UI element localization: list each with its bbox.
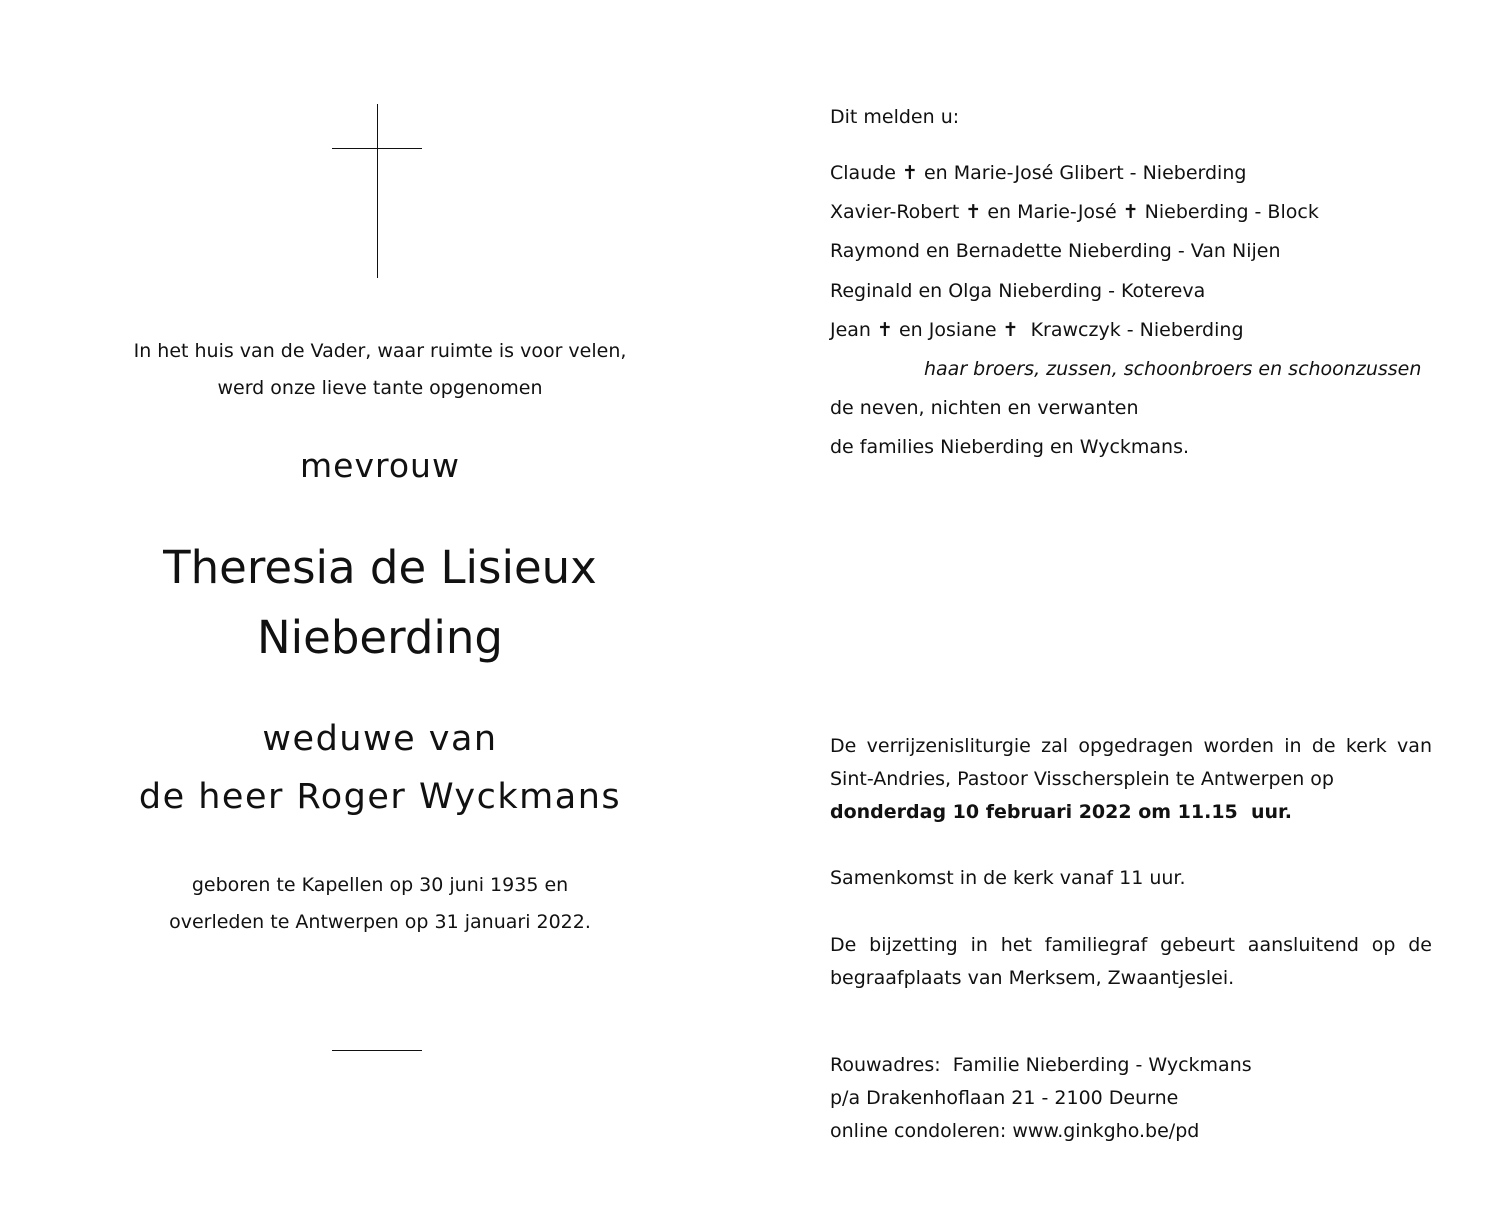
family-relation: haar broers, zussen, schoonbroers en schoonzussen (924, 358, 1422, 381)
intro-line-1: In het huis van de Vader, waar ruimte is voor velen, (133, 340, 627, 362)
family-row (830, 272, 1432, 311)
family-row (830, 154, 1432, 193)
family-name-part: Jean (830, 318, 878, 341)
cross-icon: ✝ (965, 201, 982, 224)
family-name-part: en Josiane (892, 318, 1003, 341)
closing-rule (332, 1050, 422, 1051)
intro-text (80, 333, 680, 407)
family-list (830, 154, 1432, 468)
honorific: mevrouw (300, 446, 460, 485)
family-row (830, 193, 1432, 232)
family-name-part: Xavier-Robert (830, 201, 966, 224)
life-dates (80, 867, 680, 941)
cross-icon: ✝ (1122, 201, 1139, 224)
address-line-2: p/a Drakenhoflaan 21 - 2100 Deurne (830, 1087, 1179, 1109)
cross-icon: ✝ (877, 318, 893, 341)
family-name-part: en Marie-José (981, 201, 1123, 224)
liturgy-paragraph (830, 730, 1432, 829)
widow-line-1: weduwe van (262, 719, 498, 759)
address-line-1: Rouwadres: Familie Nieberding - Wyckmans (830, 1054, 1252, 1076)
address-line-3: online condoleren: www.ginkgho.be/pd (830, 1120, 1200, 1142)
cross-vertical-bar (377, 104, 378, 278)
widow-of (80, 710, 680, 826)
family-name-part: Claude (830, 162, 903, 184)
gathering-text: Samenkomst in de kerk vanaf 11 uur. (830, 867, 1186, 889)
family-row (830, 232, 1432, 271)
cross-icon: ✝ (1002, 318, 1019, 341)
liturgy-date: donderdag 10 februari 2022 om 11.15 uur. (830, 801, 1292, 823)
burial-text: De bijzetting in het familiegraf gebeurt aansluitend op de begraafplaats van Merksem, Zwaantjeslei. (830, 934, 1432, 989)
mourning-address (830, 1049, 1432, 1148)
deceased-name (80, 533, 680, 673)
death-line: overleden te Antwerpen op 31 januari 2022. (169, 911, 591, 933)
family-name-part: Nieberding - Block (1138, 201, 1319, 224)
family-row (830, 311, 1432, 350)
family-name-part: Reginald en Olga Nieberding - Kotereva (830, 279, 1206, 302)
birth-line: geboren te Kapellen op 30 juni 1935 en (191, 874, 569, 896)
announce-intro: Dit melden u: (830, 106, 960, 128)
cross-icon: ✝ (902, 162, 918, 184)
deceased-name-line-1: Theresia de Lisieux (163, 541, 597, 594)
relatives-line: de neven, nichten en verwanten (830, 397, 1139, 420)
cross-horizontal-bar (332, 148, 422, 149)
intro-line-2: werd onze lieve tante opgenomen (217, 377, 543, 399)
family-name-part: en Marie-José Glibert - Nieberding (917, 162, 1247, 184)
liturgy-text: De verrijzenisliturgie zal opgedragen worden in de kerk van Sint-Andries, Pastoor Visschersplein te Antwerpen op (830, 735, 1432, 790)
families-line: de families Nieberding en Wyckmans. (830, 436, 1190, 459)
widow-line-2: de heer Roger Wyckmans (138, 777, 622, 817)
family-name-part: Raymond en Bernadette Nieberding - Van Nijen (830, 240, 1281, 263)
deceased-name-line-2: Nieberding (257, 611, 503, 664)
family-name-part: Krawczyk - Nieberding (1018, 318, 1244, 341)
